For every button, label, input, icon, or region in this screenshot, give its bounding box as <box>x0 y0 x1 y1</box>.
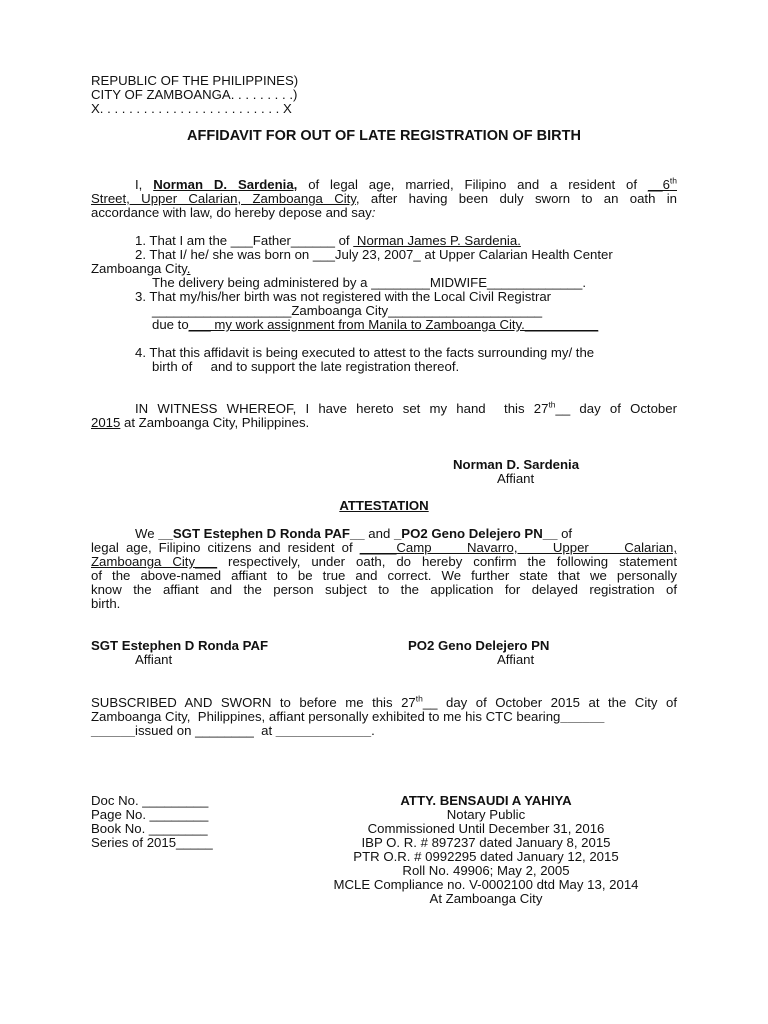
jurat-text: SUBSCRIBED AND SWORN to before me this 27 <box>91 695 416 710</box>
birth-date-field: ___July 23, 2007_ <box>312 247 421 262</box>
item-4: 4. That this affidavit is being executed to attest to the facts surrounding my/ the <box>135 345 595 360</box>
residence-city: Zamboanga City___ <box>91 554 218 569</box>
item-2-city: Zamboanga City <box>91 261 187 276</box>
residence-field: _____Camp Navarro, Upper Calarian, <box>359 540 677 555</box>
delivery-pre: The delivery being administered by a <box>152 275 372 290</box>
notary-roll: Roll No. 49906; May 2, 2005 <box>402 863 570 878</box>
attestation-line-5: know the affiant and the person subject to the application for delayed registration of <box>91 582 677 597</box>
item-2-line-2 <box>91 261 190 276</box>
street-number <box>648 177 677 192</box>
notary-location: At Zamboanga City <box>429 891 543 906</box>
jurat-line-3 <box>91 723 375 738</box>
intro-line-2 <box>91 191 677 206</box>
signatory-1-name: SGT Estephen D Ronda PAF <box>91 638 269 653</box>
item-1 <box>135 233 521 248</box>
child-name-field: Norman James P. Sardenia. <box>353 233 521 248</box>
signatory-1-label: Affiant <box>135 652 173 667</box>
jurat-issued: issued on ________ at <box>135 723 276 738</box>
witness-text: IN WITNESS WHEREOF, I have hereto set my hand this 27 <box>135 401 549 416</box>
attestation-title: ATTESTATION <box>339 498 429 513</box>
street-number-text: __6 <box>647 177 670 192</box>
attestation-line-1 <box>135 526 572 541</box>
street-number-sup: th <box>669 175 678 186</box>
witness-year: 2015 <box>91 415 121 430</box>
attestation-line-6: birth. <box>91 596 121 611</box>
header-separator: X. . . . . . . . . . . . . . . . . . . . . . . . . X <box>91 101 292 116</box>
relationship-field: ___Father______ <box>230 233 335 248</box>
witness-line-2 <box>91 415 309 430</box>
book-no: Book No. ________ <box>91 821 208 836</box>
intro-line-1 <box>91 177 677 192</box>
attestation-line-2 <box>91 540 677 555</box>
notary-name: ATTY. BENSAUDI A YAHIYA <box>400 793 572 808</box>
notary-ptr: PTR O.R. # 0992295 dated January 12, 2015 <box>353 849 619 864</box>
header-city: CITY OF ZAMBOANGA. . . . . . . . .) <box>91 87 298 102</box>
delivery-attendant-field: ________MIDWIFE_____________ <box>371 275 583 290</box>
jurat-line-1 <box>91 695 677 710</box>
jurat-rest: __ day of October 2015 at the City of <box>422 695 677 710</box>
attestation-line-3-rest: respectively, under oath, do hereby confirm the following statement <box>217 554 678 569</box>
item-1-mid: of <box>334 233 354 248</box>
doc-no: Doc No. _________ <box>91 793 209 808</box>
notary-mcle: MCLE Compliance no. V-0002100 dtd May 13, 2014 <box>333 877 639 892</box>
attestation-residence-pre: legal age, Filipino citizens and resident of <box>91 540 360 555</box>
witness-place: at Zamboanga City, Philippines. <box>120 415 310 430</box>
jurat-line-2 <box>91 709 604 724</box>
witness-line-1 <box>91 401 677 416</box>
document-title: AFFIDAVIT FOR OUT OF LATE REGISTRATION OF BIRTH <box>187 128 581 144</box>
issued-place-field: _____________ <box>275 723 372 738</box>
attestation-and: and <box>364 526 394 541</box>
jurat-sup: th <box>415 693 423 704</box>
notary-ibp: IBP O. R. # 897237 dated January 8, 2015 <box>361 835 611 850</box>
ctc-number-field: ______ <box>560 709 605 724</box>
affiant-name-intro: Norman D. Sardenia, <box>153 177 298 192</box>
item-3: 3. That my/his/her birth was not registered with the Local Civil Registrar <box>135 289 552 304</box>
attestation-of: of <box>557 526 573 541</box>
reason-pre: due to <box>152 317 189 332</box>
item-1-pre: 1. That I am the <box>135 233 231 248</box>
witness-rest: __ day of October <box>555 401 677 416</box>
item-2-rest: at Upper Calarian Health Center <box>420 247 613 262</box>
reason-line <box>152 317 598 332</box>
registrar-field: ___________________Zamboanga City_____________________ <box>152 303 543 318</box>
series-year: Series of 2015_____ <box>91 835 213 850</box>
street-address: Street, Upper Calarian, Zamboanga City <box>91 191 356 206</box>
jurat-line-2-text: Zamboanga City, Philippines, affiant personally exhibited to me his CTC bearing <box>91 709 561 724</box>
item-4-line-2: birth of and to support the late registration thereof. <box>152 359 460 374</box>
attestation-line-4: of the above-named affiant to be true and correct. We further state that we personally <box>91 568 677 583</box>
intro-i: I, <box>135 177 154 192</box>
witness-sup: th <box>548 399 556 410</box>
ctc-number-field-cont: ______ <box>91 723 136 738</box>
intro-text: of legal age, married, Filipino and a resident of <box>297 177 648 192</box>
header-republic: REPUBLIC OF THE PHILIPPINES) <box>91 73 299 88</box>
signatory-2-name: PO2 Geno Delejero PN <box>408 638 550 653</box>
item-2-period: . <box>186 261 191 276</box>
jurat-period: . <box>371 723 375 738</box>
item-2-pre: 2. That I/ he/ she was born on <box>135 247 313 262</box>
item-2 <box>135 247 613 262</box>
intro-line-3 <box>91 205 375 220</box>
witness-2-field: _PO2 Geno Delejero PN__ <box>393 526 558 541</box>
intro-line-3-text: accordance with law, do hereby depose and say <box>91 205 372 220</box>
attestation-line-3 <box>91 554 677 569</box>
witness-1-field: __SGT Estephen D Ronda PAF__ <box>158 526 365 541</box>
reason-field: ___ my work assignment from Manila to Zamboanga City.__________ <box>188 317 599 332</box>
delivery-line <box>152 275 586 290</box>
signatory-2-label: Affiant <box>497 652 535 667</box>
intro-colon: : <box>371 205 376 220</box>
intro-line-2-rest: , after having been duly sworn to an oath in <box>355 191 677 206</box>
notary-commission: Commissioned Until December 31, 2016 <box>367 821 605 836</box>
delivery-period: . <box>582 275 587 290</box>
notary-title: Notary Public <box>446 807 526 822</box>
page-no: Page No. ________ <box>91 807 209 822</box>
attestation-we: We <box>135 526 159 541</box>
affiant-signature-name: Norman D. Sardenia <box>453 457 580 472</box>
affiant-signature-label: Affiant <box>497 471 535 486</box>
